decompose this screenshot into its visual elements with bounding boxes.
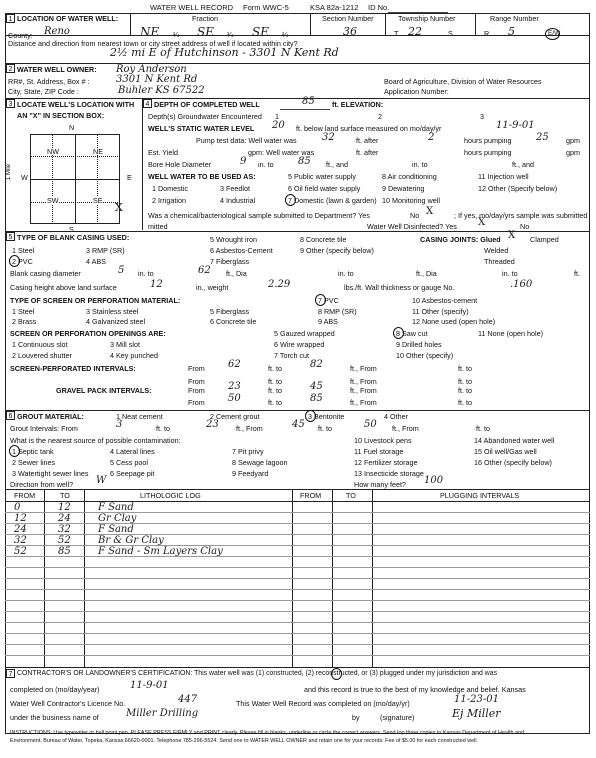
rr-label: RR#, St. Address, Box # :: [8, 77, 90, 86]
completed-date: 11-9-01: [130, 680, 169, 691]
section-value: 36: [343, 25, 357, 38]
spi-from: 62: [228, 359, 241, 370]
section-label: Section Number: [322, 14, 374, 23]
fraction-label: Fraction: [192, 14, 218, 23]
county-label: County:: [8, 31, 33, 40]
feet-value: 100: [424, 475, 444, 486]
grout-to-2: 50: [364, 419, 377, 430]
app-label: Application Number:: [384, 87, 449, 96]
signature: Ej Miller: [452, 707, 501, 720]
instructions-line-2: Environment, Bureau of Water, Topeka, Kansas 66620-0001. Telephone 785-296-5524. Send one to WATER WELL OWNER and retain one for your records. Fee of $5.00 for each constructed well.: [10, 738, 479, 744]
casing-depth: 62: [198, 265, 211, 276]
well-record-form: WATER WELL RECORD Form WWC-5 KSA 82a-1212 ID No. 1 LOCATION OF WATER WELL: County: Reno Fraction NE ¼ SE ¼ SE ¼ Section Number 36 Township Number T 22 S Range Number R 5 E/W Distance and direction from nearest town or city street address of well if located within city? 2½ mi E of Hutchinson - 3301 N Kent Rd 2 WATER WELL OWNER: RR#, St. Address, Box # : City, State, ZIP Code : Roy Anderson 3301 N Kent Rd Buhler KS 67522 Board of Agriculture, Division of Water Resources Application Number: 3 LOCATE WELL'S LOCATION WITH AN "X" IN SECTION BOX: N S W E 1 Mile NW NE SW SE X 4 DEPTH OF COMPLETED WELL 85 ft. ELEVATION: Depth(s) Groundwater Encountered 1 2 3 WELL'S STATIC WATER LEVEL 20 ft. below land surface measured on mo/day/yr 11-9-01 Pump test data: Well water was 32 ft. after 2 hours pumping 25 gpm Est. Yield gpm: Well water was ft. after hours pumping gpm Bore Hole Diameter 9 in. to 85 ft., and in. to ft., and WELL WATER TO BE USED AS: 5 Public water supply 8 Air conditioning 11 Injection well 1 Domestic 3 Feedlot 6 Oil field water supply 9 Dewatering 12 Other (Specify below) 2 Irrigation 4 Industrial 7 Domestic (lawn & garden) 10 Monitoring well Was a chemical/bacteriological sample submitted to Department? Yes No X ; If yes, mo/day/yrs sample was submitted mitted Water Well Disinfected? Yes X No 5 TYPE OF BLANK CASING USED: 5 Wrought iron 8 Concrete tile 1 Steel 3 RMP (SR) 6 Asbestos-Cement 9 Other (specify below) 2 PVC 4 ABS 7 Fiberglass CASING JOINTS: Glued X Clamped Welded Threaded Blank casing diameter 5 in. to 62 ft., Dia in. to ft., Dia in. to ft. Casing height above land surface 12 in., weight 2.29 lbs./ft. Wall thickness or gauge No. .160 TYPE OF SCREEN OR PERFORATION MATERIAL: 1 Steel 2 Brass 3 Stainless steel 4 Galvanized steel 5 Fiberglass 6 Concrete tile 7 PVC 8 RMP (SR) 9 ABS 10 Asbestos-cement 11 Other (specify) 12 None used (open hole) SCREEN OR PERFORATION OPENINGS ARE: 5 Gauzed wrapped 8 Saw cut 11 None (open hole) 1 Continuous slot 3 Mill slot 6 Wire wrapped 9 Drilled holes 2 Louvered shutter 4 Key punched 7 Torch cut 10 Other (specify) SCREEN-PERFORATED INTERVALS: From 62 ft. to 82 ft., From ft. to From ft. to ft., From ft. to GRAVEL PACK INTERVALS: From 23 ft. to 45 ft., From ft. to From 50 ft. to 85 ft., From ft. to 6 GROUT MATERIAL: 1 Neat cement 2 Cement grout 3 Bentonite 4 Other Grout Intervals: From 3 ft. to 23 ft., From 45 ft. to 50 ft., From ft. to What is the nearest source of possible contamination: 1 Septic tank 4 Lateral lines 7 Pit privy 10 Livestock pens 14 Abandoned water well 2 Sewer lines 5 Cess pool 8 Sewage lagoon 11 Fuel storage 15 Oil well/Gas well 3 Watertight sewer lines 6 Seepage pit 9 Feedyard 12 Fertilizer storage 16 Other (specify below) 13 Insecticide storage Direction from well? W How many feet? 100 FROM TO LITHOLOGIC LOG FROM TO PLUGGING INTERVALS 0 12 F Sand 12 24 Gr Clay 24 32 F Sand 32 52 Br & Gr Clay 52 85 F Sand - Sm Layers Clay 7 CONTRACTOR'S OR LANDOWNER'S CERTIFICATION: This water well was (1) constructed, (2) reconstructed, or (3) plugged under my jurisdiction and was completed on (mo/day/year) 11-9-01 and this record is true to the best of my knowledge and belief. Kansas Water Well Contractor's Licence No. 447 This Water Well Record was completed on (mo/day/yr) 11-23-01 under the business name of Miller Drilling by (signature) Ej Miller INSTRUCTIONS: Use typewriter or ball point pen. PLEASE PRESS FIRMLY and PRINT clearly. Please fill in blanks, underline or circle the correct answers. Send top three copies to Kansas Department of Health and Environment, Bureau of Water, Topeka, Kansas 66620-0001. Telephone 785-296-5524. Send one to WATER WELL OWNER and retain one for your records. Fee of $5.00 for each constructed well.: [0, 0, 596, 758]
gpi-to-2: 85: [310, 393, 323, 404]
range-ew: E/W: [548, 30, 561, 37]
bore-diameter: 9: [240, 156, 247, 167]
ksa-label: KSA 82a-1212: [310, 3, 359, 12]
location-mark: X: [115, 201, 123, 214]
pump-ft: 32: [322, 132, 335, 143]
depth-value: 85: [302, 96, 315, 107]
s2-label: WATER WELL OWNER:: [17, 65, 97, 74]
county-value: Reno: [44, 26, 70, 37]
owner-address: 3301 N Kent Rd: [116, 74, 198, 85]
licence-number: 447: [178, 694, 198, 705]
direction-value: W: [96, 475, 107, 486]
csz-label: City, State, ZIP Code :: [8, 87, 79, 96]
bore-depth: 85: [298, 156, 311, 167]
gauge-value: .160: [510, 279, 533, 290]
owner-name: Roy Anderson: [116, 64, 187, 75]
form-number: Form WWC-5: [243, 3, 289, 12]
range-label: Range Number: [490, 14, 539, 23]
id-label: ID No.: [368, 3, 390, 12]
fraction-2: SE: [197, 25, 214, 39]
township-value: 22: [408, 25, 422, 38]
gpi-from-1: 23: [228, 381, 241, 392]
s1-label: LOCATION OF WATER WELL:: [17, 14, 119, 23]
grout-to-1: 23: [206, 419, 219, 430]
casing-height: 12: [150, 279, 163, 290]
grout-from-2: 45: [292, 419, 305, 430]
record-date: 11-23-01: [454, 694, 499, 705]
township-label: Township Number: [398, 14, 456, 23]
instructions-line-1: INSTRUCTIONS: Use typewriter or ball point pen. PLEASE PRESS FIRMLY and PRINT clearly. Please fill in blanks, underline or circle the correct answers. Send top three copies to Kansas Department of Health and: [10, 730, 525, 736]
s3-label: LOCATE WELL'S LOCATION WITH: [17, 100, 135, 109]
business-name: Miller Drilling: [126, 708, 199, 719]
casing-diameter: 5: [118, 265, 125, 276]
s3-label2: AN "X" IN SECTION BOX:: [17, 111, 105, 120]
casing-weight: 2.29: [268, 279, 291, 290]
owner-city: Buhler KS 67522: [118, 85, 205, 96]
fraction-3: SE: [252, 25, 269, 39]
pump-hours: 2: [428, 132, 435, 143]
distance-label: Distance and direction from nearest town or city street address of well if located within city?: [8, 39, 298, 48]
certification-line: CONTRACTOR'S OR LANDOWNER'S CERTIFICATION: This water well was (1) constructed, (2) reconstructed, or (3) plugged under my jurisdiction and was: [17, 670, 498, 677]
range-value: 5: [508, 25, 515, 38]
grout-from-1: 3: [116, 419, 123, 430]
spi-to: 82: [310, 359, 323, 370]
static-value: 20: [272, 120, 285, 131]
fraction-1: NE: [140, 25, 160, 39]
gpi-from-2: 50: [228, 393, 241, 404]
form-title: WATER WELL RECORD: [150, 3, 234, 12]
board-label: Board of Agriculture, Division of Water Resources: [384, 77, 542, 86]
distance-value: 2½ mi E of Hutchinson - 3301 N Kent Rd: [110, 46, 339, 59]
static-date: 11-9-01: [496, 120, 535, 131]
pump-gpm: 25: [536, 132, 549, 143]
gpi-to-1: 45: [310, 381, 323, 392]
